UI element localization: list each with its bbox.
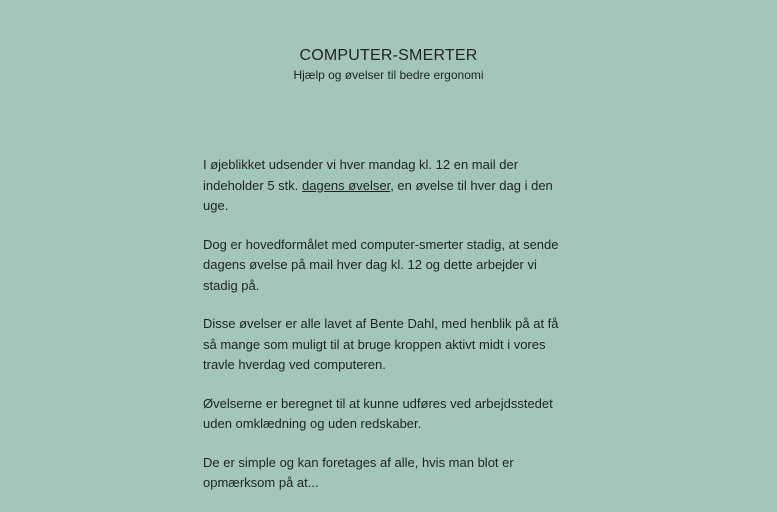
site-header	[0, 45, 777, 83]
main-content	[203, 155, 575, 512]
simple-paragraph: De er simple og kan foretages af alle, hvis man blot er opmærksom på at...	[203, 454, 514, 490]
site-title: COMPUTER-SMERTER	[299, 47, 478, 64]
author-paragraph: Disse øvelser er alle lavet af Bente Dahl, med henblik på at få så mange som muligt til at bruge kroppen aktivt midt i vores travle hverdag ved computeren.	[203, 316, 559, 372]
site-subtitle: Hjælp og øvelser til bedre ergonomi	[293, 68, 484, 82]
workplace-paragraph: Øvelserne er beregnet til at kunne udføres ved arbejdsstedet uden omklædning og uden redskaber.	[203, 395, 553, 431]
intro-text-before-link: I øjeblikket udsender vi hver mandag kl. 12 en mail der indeholder 5 stk.	[203, 157, 519, 193]
purpose-paragraph: Dog er hovedformålet med computer-smerter stadig, at sende dagens øvelse på mail hver dag kl. 12 og dette arbejder vi stadig på.	[203, 236, 559, 293]
intro-paragraph	[203, 155, 575, 217]
intro-text-after-link: , en øvelse til hver dag i den uge.	[203, 177, 553, 213]
dagens-ovelser-link[interactable]: dagens øvelser	[302, 177, 391, 193]
